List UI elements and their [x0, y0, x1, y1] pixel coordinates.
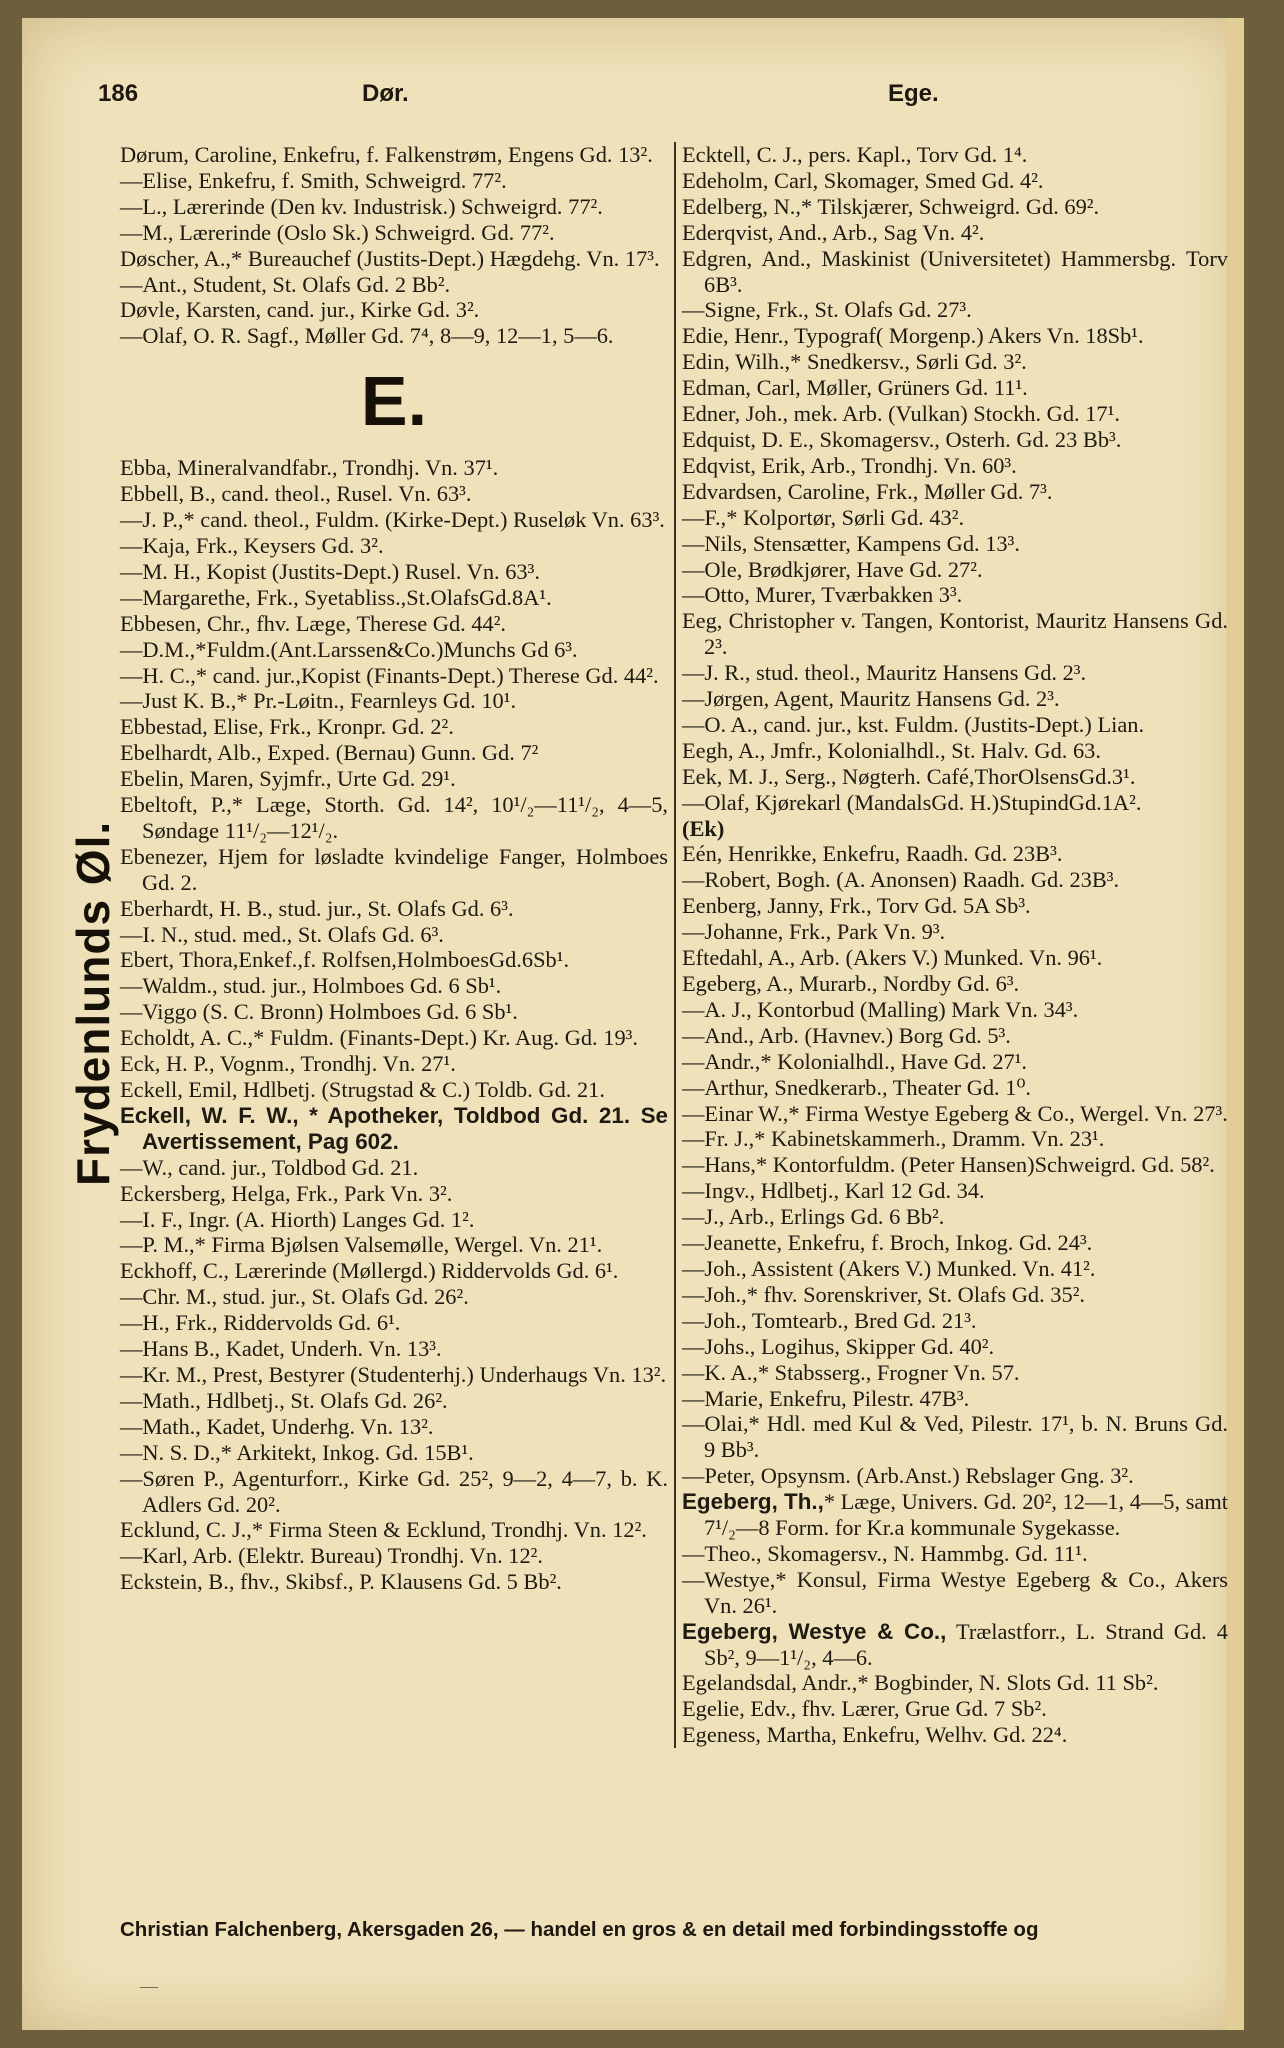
entry: —Chr. M., stud. jur., St. Olafs Gd. 26².	[120, 1284, 469, 1310]
entry: Døvle, Karsten, cand. jur., Kirke Gd. 3².	[120, 297, 480, 323]
entry: Edeholm, Carl, Skomager, Smed Gd. 4².	[682, 167, 1044, 193]
running-head-right: Ege.	[888, 80, 939, 107]
entry: Eckhoff, C., Lærerinde (Møllergd.) Riddervolds Gd. 6¹.	[120, 1258, 619, 1284]
side-advertisement: Frydenlunds Øl.	[67, 820, 119, 1186]
entry: —Ingv., Hdlbetj., Karl 12 Gd. 34.	[682, 1178, 985, 1204]
right-column	[674, 142, 1228, 1748]
entry: —Ole, Brødkjører, Have Gd. 27².	[682, 556, 983, 582]
entry: —M., Lærerinde (Oslo Sk.) Schweigrd. Gd. 77².	[120, 219, 555, 245]
entry: Eberhardt, H. B., stud. jur., St. Olafs Gd. 6³.	[120, 895, 514, 921]
entry: Dørum, Caroline, Enkefru, f. Falkenstrøm, Engens Gd. 13².	[120, 142, 653, 167]
entry: Egeberg, A., Murarb., Nordby Gd. 6³.	[682, 971, 1020, 996]
entry: —Søren P., Agenturforr., Kirke Gd. 25², 9—2, 4—7, b. K. Adlers Gd. 20².	[120, 1465, 668, 1517]
entry: —Hans B., Kadet, Underh. Vn. 13³.	[120, 1336, 442, 1362]
entry: Echoldt, A. C.,* Fuldm. (Finants-Dept.) Kr. Aug. Gd. 19³.	[120, 1025, 638, 1051]
entry: Ebenezer, Hjem for løsladte kvindelige Fanger, Holmboes Gd. 2.	[120, 843, 668, 895]
entry: —Signe, Frk., St. Olafs Gd. 27³.	[682, 297, 972, 323]
dash-mark: —	[140, 1976, 158, 1996]
entry: —Westye,* Konsul, Firma Westye Egeberg & Co., Akers Vn. 26¹.	[682, 1566, 1228, 1618]
entry: —I. N., stud. med., St. Olafs Gd. 6³.	[120, 921, 444, 947]
entry: —Kaja, Frk., Keysers Gd. 3².	[120, 532, 384, 558]
entry: —Olaf, Kjørekarl (MandalsGd. H.)StupindGd.1A².	[682, 789, 1142, 815]
entry: —Johs., Logihus, Skipper Gd. 40².	[682, 1333, 995, 1359]
entry: —J. P.,* cand. theol., Fuldm. (Kirke-Dept.) Ruseløk Vn. 63³.	[120, 507, 665, 533]
entry: —Math., Kadet, Underhg. Vn. 13².	[120, 1413, 434, 1439]
running-head-left: Dør.	[362, 80, 409, 107]
entry: —Jørgen, Agent, Mauritz Hansens Gd. 2³.	[682, 686, 1060, 712]
entry: Ebba, Mineralvandfabr., Trondhj. Vn. 37¹.	[120, 455, 499, 481]
entry: —Joh., Tomtearb., Bred Gd. 21³.	[682, 1307, 977, 1333]
entry: Eckstein, B., fhv., Skibsf., P. Klausens Gd. 5 Bb².	[120, 1569, 562, 1595]
entry-subheading: (Ek)	[682, 815, 725, 841]
entry: Eeg, Christopher v. Tangen, Kontorist, Mauritz Hansens Gd. 2³.	[682, 608, 1228, 660]
entry: Eftedahl, A., Arb. (Akers V.) Munked. Vn. 96¹.	[682, 945, 1103, 971]
entry: —Viggo (S. C. Bronn) Holmboes Gd. 6 Sb¹.	[120, 999, 518, 1025]
entry: —Waldm., stud. jur., Holmboes Gd. 6 Sb¹.	[120, 973, 502, 999]
entry-name: Egeberg, Westye & Co.,	[682, 1618, 947, 1644]
entry: Egelie, Edv., fhv. Lærer, Grue Gd. 7 Sb².	[682, 1696, 1047, 1722]
entry: Eek, M. J., Serg., Nøgterh. Café,ThorOlsensGd.3¹.	[682, 763, 1136, 789]
entry: Eén, Henrikke, Enkefru, Raadh. Gd. 23B³.	[682, 841, 1063, 867]
entry: Edman, Carl, Møller, Grüners Gd. 11¹.	[682, 375, 1028, 401]
entry: —Johanne, Frk., Park Vn. 9³.	[682, 919, 946, 945]
section-letter: E.	[360, 362, 428, 441]
entry: Ederqvist, And., Arb., Sag Vn. 4².	[682, 219, 985, 245]
entry: Ebelhardt, Alb., Exped. (Bernau) Gunn. Gd. 7²	[120, 740, 539, 766]
entry: —Hans,* Kontorfuldm. (Peter Hansen)Schweigrd. Gd. 58².	[682, 1152, 1215, 1178]
entry: Ecktell, C. J., pers. Kapl., Torv Gd. 1⁴.	[682, 142, 1028, 167]
entry: —And., Arb. (Havnev.) Borg Gd. 5³.	[682, 1022, 1011, 1048]
entry: —J. R., stud. theol., Mauritz Hansens Gd. 2³.	[682, 660, 1087, 686]
entry: —Jeanette, Enkefru, f. Broch, Inkog. Gd. 24³.	[682, 1230, 1093, 1256]
entry: —Margarethe, Frk., Syetabliss.,St.OlafsGd.8A¹.	[120, 584, 552, 610]
entry: —O. A., cand. jur., kst. Fuldm. (Justits-Dept.) Lian.	[682, 711, 1145, 737]
entry: —N. S. D.,* Arkitekt, Inkog. Gd. 15B¹.	[120, 1439, 474, 1465]
entry: Ebelin, Maren, Syjmfr., Urte Gd. 29¹.	[120, 766, 456, 792]
entry: Edelberg, N.,* Tilskjærer, Schweigrd. Gd. 69².	[682, 193, 1100, 219]
entry: —F.,* Kolportør, Sørli Gd. 43².	[682, 504, 965, 530]
entry: —I. F., Ingr. (A. Hiorth) Langes Gd. 1².	[120, 1206, 475, 1232]
entry: —J., Arb., Erlings Gd. 6 Bb².	[682, 1204, 945, 1230]
entry: —Marie, Enkefru, Pilestr. 47B³.	[682, 1385, 970, 1411]
entry: Ebeltoft, P.,* Læge, Storth. Gd. 14², 10¹/₂—11¹/₂, 4—5, Søndage 11¹/₂—12¹/₂.	[120, 792, 668, 843]
page-edge	[1226, 18, 1244, 2030]
entry: Edvardsen, Caroline, Frk., Møller Gd. 7³.	[682, 478, 1053, 504]
left-column	[120, 142, 668, 1595]
entry-highlighted: Egeberg, Westye & Co., Trælastforr., L. Strand Gd. 4 Sb², 9—1¹/₂, 4—6.	[682, 1618, 1228, 1670]
entry: —W., cand. jur., Toldbod Gd. 21.	[120, 1154, 419, 1180]
entry: Edner, Joh., mek. Arb. (Vulkan) Stockh. Gd. 17¹.	[682, 401, 1120, 427]
entry: —Peter, Opsynsm. (Arb.Anst.) Rebslager Gng. 3².	[682, 1463, 1134, 1489]
entry: —Arthur, Snedkerarb., Theater Gd. 1⁰.	[682, 1074, 1032, 1100]
entry: —Math., Hdlbetj., St. Olafs Gd. 26².	[120, 1387, 448, 1413]
entry: —L., Lærerinde (Den kv. Industrisk.) Schweigrd. 77².	[120, 193, 603, 219]
entry-name: Egeberg, Th.,	[682, 1489, 824, 1515]
entry: —Karl, Arb. (Elektr. Bureau) Trondhj. Vn. 12².	[120, 1543, 543, 1569]
entry: —Joh., Assistent (Akers V.) Munked. Vn. 41².	[682, 1255, 1096, 1281]
entry: Eegh, A., Jmfr., Kolonialhdl., St. Halv. Gd. 63.	[682, 737, 1101, 763]
entry: —Einar W.,* Firma Westye Egeberg & Co., Wergel. Vn. 27³.	[682, 1100, 1228, 1126]
directory-page	[22, 18, 1244, 2030]
entry: Egeness, Martha, Enkefru, Welhv. Gd. 22⁴.	[682, 1722, 1068, 1748]
entry: Edin, Wilh.,* Snedkersv., Sørli Gd. 3².	[682, 349, 1027, 375]
entry: Eckersberg, Helga, Frk., Park Vn. 3².	[120, 1180, 453, 1206]
entry: Ebert, Thora,Enkef.,f. Rolfsen,HolmboesGd.6Sb¹.	[120, 947, 570, 973]
page-header	[22, 80, 1244, 120]
entry: Edgren, And., Maskinist (Universitetet) Hammersbg. Torv 6B³.	[682, 245, 1228, 297]
entry: —Otto, Murer, Tværbakken 3³.	[682, 582, 963, 608]
entry: Ecklund, C. J.,* Firma Steen & Ecklund, Trondhj. Vn. 12².	[120, 1517, 647, 1543]
entry: Døscher, A.,* Bureauchef (Justits-Dept.) Hægdehg. Vn. 17³.	[120, 245, 660, 271]
entry-advertised: Eckell, W. F. W., * Apotheker, Toldbod Gd. 21. Se Avertissement, Pag 602.	[120, 1102, 668, 1154]
entry: —A. J., Kontorbud (Malling) Mark Vn. 34³.	[682, 996, 1079, 1022]
entry: Edquist, D. E., Skomagersv., Osterh. Gd. 23 Bb³.	[682, 426, 1122, 452]
footer-advertisement: Christian Falchenberg, Akersgaden 26, — handel en gros & en detail med forbindingsstoffe og	[120, 1918, 1039, 1941]
entry: —Ant., Student, St. Olafs Gd. 2 Bb².	[120, 271, 451, 297]
entry: Eckell, Emil, Hdlbetj. (Strugstad & C.) Toldb. Gd. 21.	[120, 1077, 605, 1102]
entry: —H. C.,* cand. jur.,Kopist (Finants-Dept.) Therese Gd. 44².	[120, 662, 659, 688]
entry: —D.M.,*Fuldm.(Ant.Larssen&Co.)Munchs Gd 6³.	[120, 636, 578, 662]
entry-highlighted: Egeberg, Th.,* Læge, Univers. Gd. 20², 12—1, 4—5, samt 7¹/₂—8 Form. for Kr.a kommunale Sygekasse.	[682, 1489, 1228, 1541]
entry: —Olai,* Hdl. med Kul & Ved, Pilestr. 17¹, b. N. Bruns Gd. 9 Bb³.	[682, 1411, 1228, 1463]
entry: —Theo., Skomagersv., N. Hammbg. Gd. 11¹.	[682, 1540, 1088, 1566]
entry: —Just K. B.,* Pr.-Løitn., Fearnleys Gd. 10¹.	[120, 688, 517, 714]
entry: Eck, H. P., Vognm., Trondhj. Vn. 27¹.	[120, 1051, 456, 1077]
entry: —Robert, Bogh. (A. Anonsen) Raadh. Gd. 23B³.	[682, 867, 1120, 893]
entry: Ebbell, B., cand. theol., Rusel. Vn. 63³.	[120, 481, 472, 507]
entry: —Fr. J.,* Kabinetskammerh., Dramm. Vn. 23¹.	[682, 1126, 1105, 1152]
entry: —K. A.,* Stabsserg., Frogner Vn. 57.	[682, 1359, 1020, 1385]
entry: Eenberg, Janny, Frk., Torv Gd. 5A Sb³.	[682, 893, 1031, 919]
entry: —Joh.,* fhv. Sorenskriver, St. Olafs Gd. 35².	[682, 1281, 1086, 1307]
entry: —Elise, Enkefru, f. Smith, Schweigrd. 77².	[120, 167, 507, 193]
entry: —P. M.,* Firma Bjølsen Valsemølle, Wergel. Vn. 21¹.	[120, 1232, 603, 1258]
entry: —M. H., Kopist (Justits-Dept.) Rusel. Vn. 63³.	[120, 558, 540, 584]
entry: Ebbesen, Chr., fhv. Læge, Therese Gd. 44².	[120, 610, 507, 636]
entry: —Andr.,* Kolonialhdl., Have Gd. 27¹.	[682, 1048, 1028, 1074]
entry: Ebbestad, Elise, Frk., Kronpr. Gd. 2².	[120, 714, 454, 740]
entry: —Olaf, O. R. Sagf., Møller Gd. 7⁴, 8—9, 12—1, 5—6.	[120, 323, 614, 349]
entry: —H., Frk., Riddervolds Gd. 6¹.	[120, 1310, 401, 1336]
entry: —Kr. M., Prest, Bestyrer (Studenterhj.) Underhaugs Vn. 13².	[120, 1361, 667, 1387]
entry: Egelandsdal, Andr.,* Bogbinder, N. Slots Gd. 11 Sb².	[682, 1670, 1159, 1696]
entry: Edqvist, Erik, Arb., Trondhj. Vn. 60³.	[682, 452, 1017, 478]
page-number: 186	[98, 80, 139, 107]
entry: —Nils, Stensætter, Kampens Gd. 13³.	[682, 530, 1020, 556]
entry: Edie, Henr., Typograf( Morgenp.) Akers Vn. 18Sb¹.	[682, 323, 1144, 349]
